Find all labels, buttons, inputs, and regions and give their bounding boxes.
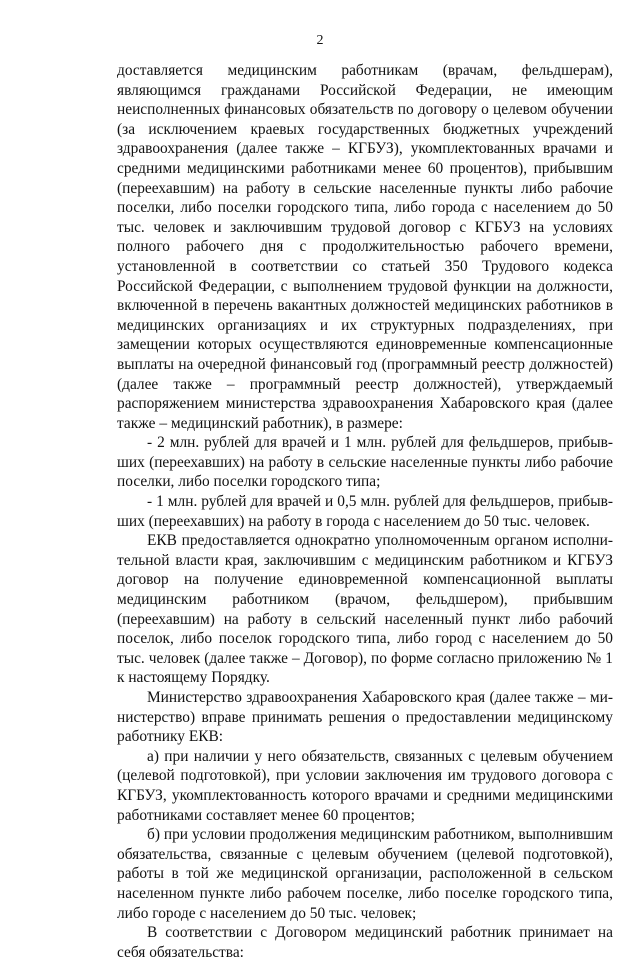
paragraph-condition-a: а) при наличии у него обязательств, связанных с целевым обучением (целевой подготовкой), при условии заключения им трудового договора с КГБУЗ, укомплектованность которого врачами и средними медицинскими работниками составляет менее 60 процентов;	[117, 747, 613, 824]
paragraph-condition-b: б) при условии продолжения медицинским работником, выполнившим обязательства, связанные с целевым обучением (целевой подготовкой), работы в той же медицинской организации, расположенной в сельском населенном пункте либо рабочем поселке, либо поселке городского типа, либо городе с населением до 50 тыс. человек;	[117, 826, 613, 922]
paragraph-obligations-intro: В соответствии с Договором медицинский работник принимает на себя обязательства:	[117, 924, 613, 961]
paragraph-amount-rural: - 2 млн. рублей для врачей и 1 млн. рублей для фельдшеров, прибывших (переехавших) на работу в сельские населенные пункты либо рабочие поселки, либо поселки городского типа;	[117, 434, 613, 491]
paragraph-ekv-provision: ЕКВ предоставляется однократно уполномоченным органом исполнительной власти края, заключившим с медицинским работником и КГБУЗ договор на получение единовременной компенсационной выплаты медицинским работником (врачом, фельдшером), прибывшим (переехавшим) на работу в сельский населенный пункт либо рабочий поселок, либо поселок городского типа, либо город с населением до 50 тыс. человек (далее также – Договор), по форме согласно приложению № 1 к настоящему Порядку.	[117, 532, 613, 687]
paragraph-amount-city: - 1 млн. рублей для врачей и 0,5 млн. рублей для фельдшеров, прибывших (переехавших) на работу в города с населением до 50 тыс. человек.	[117, 493, 613, 530]
paragraph-eligibility: доставляется медицинским работникам (врачам, фельдшерам), являющимся гражданами Российской Федерации, не имеющим неисполненных финансовых обязательств по договору о целевом обучении (за исключением краевых государственных бюджетных учреждений здравоохранения (далее также – КГБУЗ), укомплектованных врачами и средними медицинскими работниками менее 60 процентов), прибывшим (переехавшим) на работу в сельские населенные пункты либо рабочие поселки, либо поселки городского типа, либо города с населением до 50 тыс. человек и заключившим трудовой договор с КГБУЗ на условиях полного рабочего дня с продолжительностью рабочего времени, установленной в соответствии со статьей 350 Трудового кодекса Российской Федерации, с выполнением трудовой функции на должности, включенной в перечень вакантных должностей медицинских работников в медицинских организациях и их структурных подразделениях, при замещении которых осуществляются единовременные компенсационные выплаты на очередной финансовый год (программный реестр должностей) (далее также – программный реестр должностей), утверждаемый распоряжением министерства здравоохранения Хабаровского края (далее также – медицинский работник), в размере:	[117, 62, 613, 432]
document-body	[117, 61, 613, 962]
paragraph-ministry-decisions: Министерство здравоохранения Хабаровского края (далее также – министерство) вправе принимать решения о предоставлении медицинскому работнику ЕКВ:	[117, 689, 613, 746]
page-number: 2	[316, 33, 324, 48]
